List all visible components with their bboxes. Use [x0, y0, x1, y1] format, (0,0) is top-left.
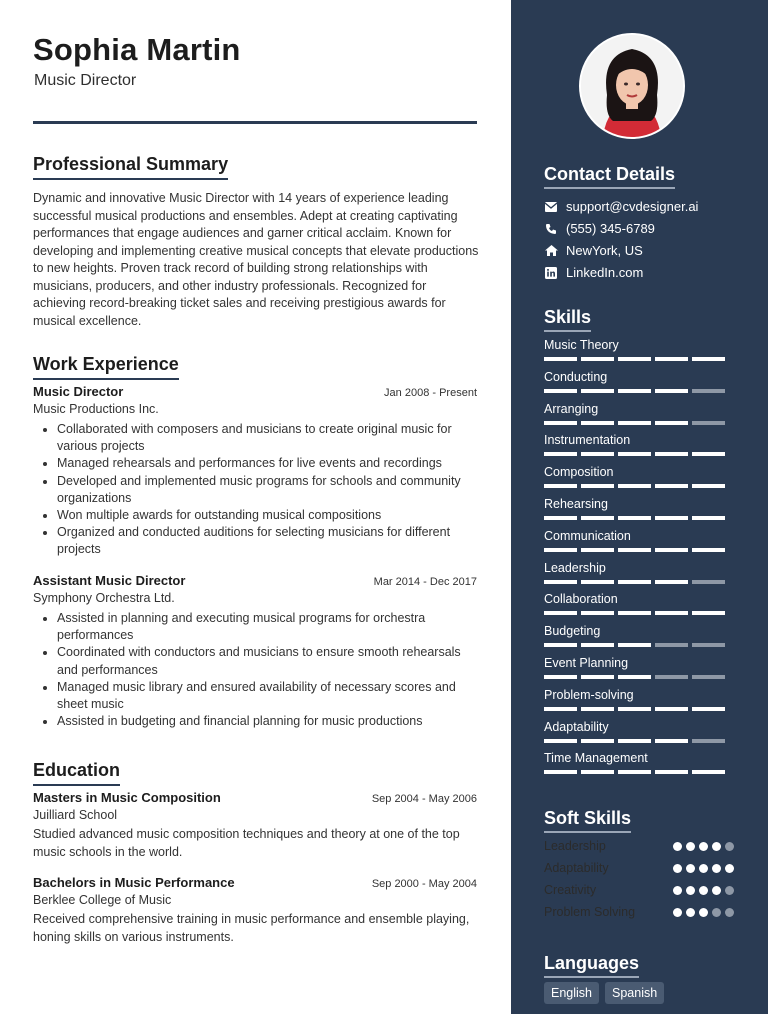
- job-entry: [33, 573, 477, 730]
- education-entry: [33, 875, 477, 946]
- rating-dot: [699, 908, 708, 917]
- skill-name: Collaboration: [544, 592, 618, 607]
- skill-item: [544, 751, 734, 774]
- skill-level-segment: [581, 421, 614, 425]
- skill-level-segment: [581, 389, 614, 393]
- skill-item: [544, 370, 734, 393]
- job-company: Symphony Orchestra Ltd.: [33, 591, 175, 605]
- skill-level-segment: [618, 516, 651, 520]
- soft-skills-heading: Soft Skills: [544, 808, 631, 833]
- rating-dot: [699, 842, 708, 851]
- skill-level-segment: [544, 484, 577, 488]
- skill-level-bar: [544, 643, 734, 647]
- skill-level-segment: [581, 484, 614, 488]
- contact-heading: Contact Details: [544, 164, 675, 189]
- skill-level-segment: [655, 421, 688, 425]
- rating-dot: [673, 908, 682, 917]
- skill-level-segment: [692, 421, 725, 425]
- list-item: • Coordinated with conductors and musicians to ensure smooth rehearsals and performances: [57, 644, 477, 678]
- skills-heading: Skills: [544, 307, 591, 332]
- phone-icon: [544, 223, 558, 235]
- skill-level-segment: [581, 739, 614, 743]
- rating-dot: [686, 886, 695, 895]
- rating-dot: [712, 886, 721, 895]
- skill-item: [544, 433, 734, 456]
- skill-level-segment: [655, 580, 688, 584]
- candidate-role: Music Director: [34, 72, 137, 89]
- skill-level-bar: [544, 611, 734, 615]
- skill-name: Adaptability: [544, 719, 609, 734]
- skill-level-bar: [544, 484, 734, 488]
- soft-skill-name: Leadership: [544, 839, 606, 853]
- skill-level-segment: [544, 516, 577, 520]
- skill-level-segment: [692, 643, 725, 647]
- skill-level-segment: [655, 643, 688, 647]
- skill-level-segment: [692, 611, 725, 615]
- skill-level-bar: [544, 548, 734, 552]
- skill-level-segment: [692, 357, 725, 361]
- job-bullets: [33, 421, 477, 559]
- skill-level-segment: [655, 516, 688, 520]
- language-tag: Spanish: [605, 982, 664, 1004]
- skill-level-segment: [581, 770, 614, 774]
- skill-level-segment: [618, 484, 651, 488]
- skill-level-bar: [544, 452, 734, 456]
- skill-name: Problem-solving: [544, 687, 634, 702]
- job-title: Assistant Music Director: [33, 573, 186, 588]
- skill-level-segment: [618, 389, 651, 393]
- contact-location: [544, 243, 643, 258]
- skill-name: Instrumentation: [544, 433, 631, 448]
- skill-level-segment: [618, 357, 651, 361]
- skill-level-segment: [581, 643, 614, 647]
- summary-heading: Professional Summary: [33, 154, 228, 180]
- rating-dot: [699, 886, 708, 895]
- languages-heading: Languages: [544, 953, 639, 978]
- experience-heading: Work Experience: [33, 354, 179, 380]
- profile-photo-icon: [581, 35, 683, 137]
- contact-phone[interactable]: [544, 221, 655, 236]
- list-item: • Collaborated with composers and musicians to create original music for various projects: [57, 421, 477, 455]
- skill-level-segment: [692, 770, 725, 774]
- soft-skill-item: [544, 905, 734, 919]
- skill-level-segment: [581, 516, 614, 520]
- rating-dot: [712, 908, 721, 917]
- skill-level-segment: [692, 548, 725, 552]
- skill-level-segment: [544, 580, 577, 584]
- list-item: • Managed rehearsals and performances for live events and recordings: [57, 455, 477, 472]
- skill-level-bar: [544, 357, 734, 361]
- skill-name: Time Management: [544, 751, 648, 766]
- skill-item: [544, 402, 734, 425]
- skill-name: Budgeting: [544, 624, 601, 639]
- list-item: • Assisted in planning and executing musical programs for orchestra performances: [57, 610, 477, 644]
- education-date: Sep 2004 - May 2006: [371, 793, 477, 805]
- skill-level-bar: [544, 516, 734, 520]
- skill-item: [544, 720, 734, 743]
- skill-item: [544, 592, 734, 615]
- skill-level-bar: [544, 739, 734, 743]
- school-name: Juilliard School: [33, 808, 118, 822]
- list-item: • Organized and conducted auditions for selecting musicians for different projects: [57, 524, 477, 558]
- skill-level-segment: [655, 452, 688, 456]
- skill-item: [544, 624, 734, 647]
- skill-level-segment: [544, 675, 577, 679]
- linkedin-text: LinkedIn.com: [566, 265, 644, 280]
- skill-level-segment: [618, 611, 651, 615]
- skill-level-segment: [692, 707, 725, 711]
- soft-skill-item: [544, 883, 734, 897]
- skill-level-segment: [618, 675, 651, 679]
- job-bullets: [33, 610, 477, 730]
- skill-level-segment: [618, 770, 651, 774]
- skill-item: [544, 561, 734, 584]
- skill-item: [544, 529, 734, 552]
- skill-level-bar: [544, 421, 734, 425]
- contact-linkedin[interactable]: [544, 265, 643, 280]
- home-icon: [544, 245, 558, 256]
- job-date: Mar 2014 - Dec 2017: [373, 576, 477, 588]
- skill-level-segment: [692, 452, 725, 456]
- skill-name: Communication: [544, 528, 631, 543]
- linkedin-icon: [544, 267, 558, 279]
- skill-level-bar: [544, 580, 734, 584]
- rating-dot: [686, 842, 695, 851]
- school-name: Berklee College of Music: [33, 893, 172, 907]
- soft-skill-name: Problem Solving: [544, 905, 636, 919]
- candidate-name: Sophia Martin: [33, 32, 241, 67]
- skill-level-segment: [655, 770, 688, 774]
- skill-level-segment: [655, 548, 688, 552]
- job-date: Jan 2008 - Present: [384, 387, 477, 399]
- skill-level-segment: [544, 452, 577, 456]
- skill-level-segment: [581, 707, 614, 711]
- skill-level-segment: [544, 643, 577, 647]
- skill-level-bar: [544, 707, 734, 711]
- degree-title: Masters in Music Composition: [33, 790, 221, 805]
- skill-name: Event Planning: [544, 656, 629, 670]
- skill-level-segment: [544, 548, 577, 552]
- avatar: [579, 33, 685, 139]
- list-item: • Assisted in budgeting and financial planning for music productions: [57, 713, 477, 730]
- education-description: Received comprehensive training in music performance and ensemble playing, honing skills on various instruments.: [33, 912, 470, 944]
- rating-dot: [712, 842, 721, 851]
- skill-name: Composition: [544, 465, 614, 480]
- location-text: NewYork, US: [566, 243, 643, 258]
- soft-skill-name: Adaptability: [544, 861, 609, 875]
- skill-level-segment: [544, 707, 577, 711]
- skill-level-bar: [544, 675, 734, 679]
- job-company: Music Productions Inc.: [33, 402, 159, 416]
- email-text: support@cvdesigner.ai: [566, 199, 699, 214]
- job-title: Music Director: [33, 384, 124, 399]
- skill-level-segment: [544, 357, 577, 361]
- skill-level-segment: [544, 421, 577, 425]
- list-item: • Won multiple awards for outstanding musical compositions: [57, 507, 477, 524]
- soft-skill-rating: [673, 864, 734, 873]
- rating-dot: [686, 864, 695, 873]
- education-date: Sep 2000 - May 2004: [371, 878, 477, 890]
- soft-skill-name: Creativity: [544, 883, 597, 897]
- soft-skill-rating: [673, 886, 734, 895]
- soft-skill-rating: [673, 908, 734, 917]
- rating-dot: [712, 864, 721, 873]
- skill-level-segment: [618, 739, 651, 743]
- skill-level-segment: [618, 643, 651, 647]
- job-entry: [33, 384, 477, 559]
- rating-dot: [673, 864, 682, 873]
- header-divider: [33, 121, 477, 124]
- skill-level-segment: [581, 548, 614, 552]
- soft-skill-rating: [673, 842, 734, 851]
- skill-level-segment: [618, 421, 651, 425]
- skill-name: Music Theory: [544, 338, 619, 352]
- skill-item: [544, 497, 734, 520]
- skill-level-segment: [581, 580, 614, 584]
- list-item: • Developed and implemented music programs for schools and community organizations: [57, 473, 477, 507]
- skill-level-bar: [544, 389, 734, 393]
- rating-dot: [725, 842, 734, 851]
- skill-name: Leadership: [544, 560, 606, 575]
- skill-level-segment: [544, 611, 577, 615]
- skill-level-segment: [581, 452, 614, 456]
- rating-dot: [673, 842, 682, 851]
- skill-level-segment: [618, 452, 651, 456]
- skill-level-segment: [618, 580, 651, 584]
- skill-level-segment: [618, 707, 651, 711]
- languages-list: [544, 982, 664, 1004]
- skill-level-segment: [544, 739, 577, 743]
- skill-name: Arranging: [544, 401, 599, 416]
- skill-level-segment: [618, 548, 651, 552]
- skill-level-segment: [655, 357, 688, 361]
- skill-item: [544, 338, 734, 361]
- skill-item: [544, 688, 734, 711]
- skill-item: [544, 656, 734, 679]
- education-description: Studied advanced music composition techniques and theory at one of the top music schools in the world.: [33, 827, 460, 859]
- rating-dot: [725, 864, 734, 873]
- skill-level-segment: [655, 611, 688, 615]
- skill-name: Conducting: [544, 369, 608, 384]
- skill-name: Rehearsing: [544, 497, 608, 511]
- language-tag: English: [544, 982, 599, 1004]
- skill-level-segment: [655, 389, 688, 393]
- skill-level-segment: [655, 739, 688, 743]
- skill-level-segment: [544, 770, 577, 774]
- skill-level-segment: [581, 675, 614, 679]
- rating-dot: [725, 908, 734, 917]
- rating-dot: [673, 886, 682, 895]
- education-entry: [33, 790, 477, 861]
- skill-level-segment: [655, 707, 688, 711]
- soft-skill-item: [544, 839, 734, 853]
- skill-level-segment: [692, 516, 725, 520]
- skill-level-segment: [692, 389, 725, 393]
- contact-email[interactable]: [544, 199, 698, 214]
- rating-dot: [699, 864, 708, 873]
- rating-dot: [725, 886, 734, 895]
- soft-skill-item: [544, 861, 734, 875]
- list-item: • Managed music library and ensured availability of necessary scores and sheet music: [57, 679, 477, 713]
- skill-level-segment: [692, 484, 725, 488]
- skill-item: [544, 465, 734, 488]
- skill-level-segment: [581, 357, 614, 361]
- skill-level-segment: [544, 389, 577, 393]
- skill-level-segment: [692, 739, 725, 743]
- skill-level-segment: [581, 611, 614, 615]
- skill-level-segment: [692, 580, 725, 584]
- degree-title: Bachelors in Music Performance: [33, 875, 235, 890]
- skill-level-segment: [692, 675, 725, 679]
- rating-dot: [686, 908, 695, 917]
- envelope-icon: [544, 202, 558, 212]
- skill-level-segment: [655, 675, 688, 679]
- skill-level-segment: [655, 484, 688, 488]
- skill-level-bar: [544, 770, 734, 774]
- education-heading: Education: [33, 760, 120, 786]
- summary-text: Dynamic and innovative Music Director with 14 years of experience leading successful musical productions and ensembles. Adept at creating captivating performances that engage audiences and garner critical acclaim. Known for developing and implementing creative musical concepts that elevate productions to new heights. Proven track record of building strong relationships with musicians, producers, and other industry professionals. Recognized for achieving record-breaking ticket sales and receiving prestigious awards for musical excellence.: [33, 191, 479, 328]
- phone-text: (555) 345-6789: [566, 221, 655, 236]
